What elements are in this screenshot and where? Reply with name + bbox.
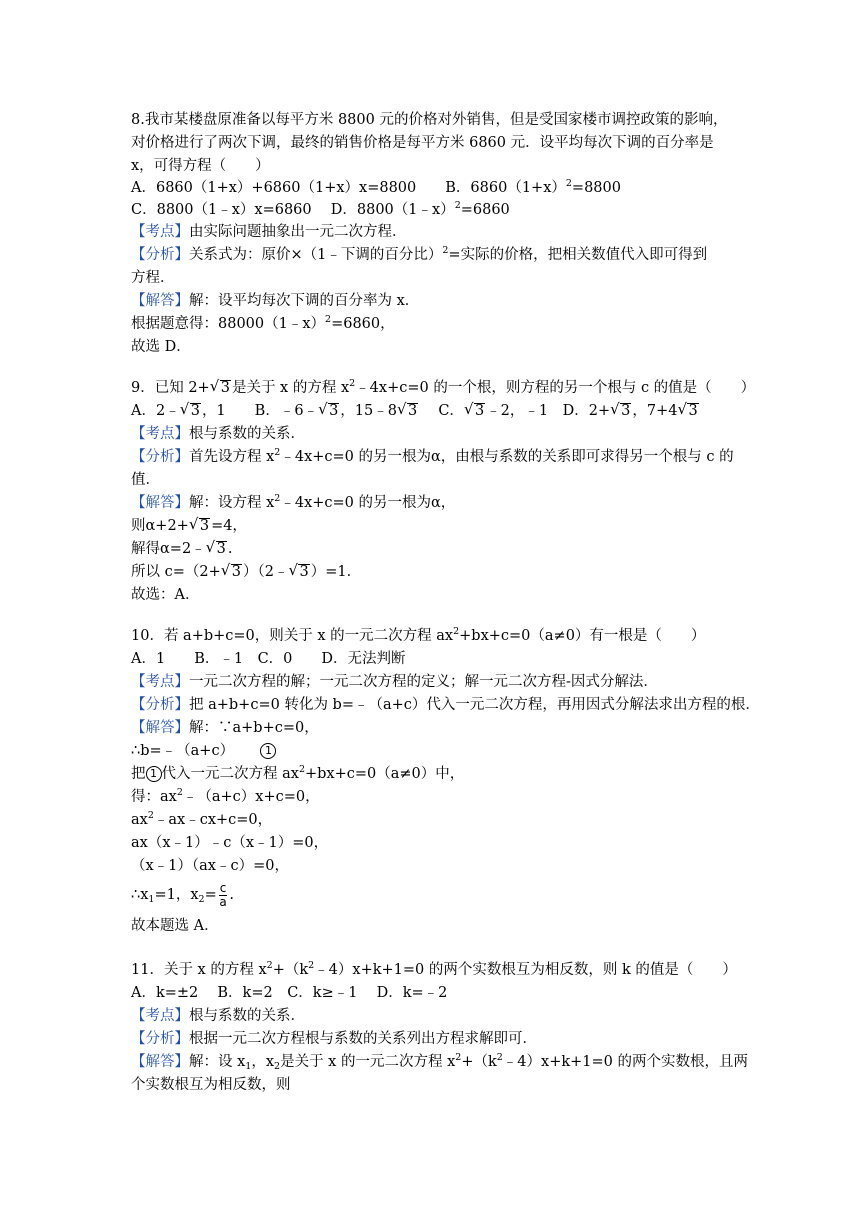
- q10-jieda-line2: ∴b=﹣（a+c） 1: [131, 741, 276, 761]
- q8-stem-line2: [131, 133, 714, 153]
- option-a: A．6860（1+x）+6860（1+x）x=8800: [131, 180, 417, 196]
- q10-jieda-line3: 把 1 代入一元二次方程 $ax^2+bx+c=0(a\ne 0)$中，: [131, 764, 465, 782]
- option-a: A．2﹣√ 3 ，1: [131, 403, 226, 419]
- q8-stem-line1: [131, 110, 727, 130]
- option-d: D．8800（1﹣x）$^2$=6860: [330, 200, 510, 218]
- q10-jieda-line6: ax（x﹣1）﹣c（x﹣1）=0，: [131, 835, 329, 851]
- option-d: D．2+√ 3 ，7+4√ 3: [563, 403, 700, 419]
- q9-jieda-line3: 解得α=2﹣√ 3 .: [131, 539, 233, 559]
- q9-options: [131, 401, 700, 421]
- q10-jieda-line4: 得：$ax^2﹣(a+c)x+c=0$，: [131, 787, 320, 805]
- circled-number-1: 1: [260, 743, 276, 759]
- q8-fenxi-line2: 方程．: [131, 270, 175, 286]
- sqrt3: √ 3: [211, 378, 231, 398]
- q9-fenxi-line1: 【分析】首先设方程 $x^2﹣4x+c=0$ 的另一根为α，由根与系数的关系即可求得另一个根与 c 的: [131, 447, 734, 465]
- fraction-c-over-a: $\frac{c}{a}$: [219, 880, 227, 909]
- q10-jieda-line7: （x﹣1）（ax﹣c）=0，: [131, 858, 289, 874]
- q11-options: A．k=±2 B．k=2 C．k≥﹣1 D．k=﹣2: [131, 985, 448, 1001]
- q11-fenxi: 【分析】根据一元二次方程根与系数的关系列出方程求解即可．: [131, 1031, 537, 1047]
- q11-jieda-line2: 个实数根互为相反数，则: [131, 1077, 291, 1093]
- option-b: B．﹣6﹣√ 3 ，15﹣8√ 3: [255, 403, 420, 419]
- option-c: C．√ 3 ﹣2，﹣1: [438, 403, 548, 419]
- text: 8.我市某楼盘原准备以每平方米 8800 元的价格对外销售，但是受国家楼市调控政策的影响，: [131, 112, 728, 128]
- option-b: B．$6860(1+x)^2=8800$: [445, 178, 621, 196]
- option-c: C．8800（1﹣x）x=6860: [131, 202, 312, 218]
- q8-fenxi-line1: 【分析】关系式为：原价×（1﹣下调的百分比）$^2$=实际的价格，把相关数值代入即可得到: [131, 245, 708, 263]
- fenxi-tag: 【分析】: [131, 247, 189, 263]
- q9-fenxi-line2: 值．: [131, 472, 160, 488]
- q10-options: A．1 B．﹣1 C．0 D．无法判断: [131, 651, 406, 667]
- circled-number-1: 1: [146, 766, 162, 782]
- q9-jieda-line4: 所以 c=（2+√ 3 ）（2﹣√ 3 ）=1．: [131, 562, 361, 582]
- q11-kaodian: 【考点】根与系数的关系．: [131, 1008, 305, 1024]
- q8-jieda-line3: 故选 D．: [131, 339, 191, 355]
- jieda-tag: 【解答】: [131, 293, 189, 309]
- q8-kaodian: 【考点】由实际问题抽象出一元二次方程．: [131, 224, 407, 240]
- q8-jieda-line2: 根据题意得：88000（1﹣x）$^2$=6860，: [131, 314, 395, 332]
- q10-jieda-line8: $\therefore x_1=1$，$x_2=$ $\frac{c}{a}$ .: [131, 880, 234, 909]
- q9-kaodian: 【考点】根与系数的关系．: [131, 426, 305, 442]
- q10-fenxi: 【分析】把 a+b+c=0 转化为 b=﹣（a+c）代入一元二次方程，再用因式分解法求出方程的根．: [131, 697, 760, 713]
- q9-jieda-line2: 则α+2+√ 3 =4，: [131, 516, 247, 536]
- q9-stem: 9．已知 2+√ 3 是关于 x 的方程 $x^2﹣4x+c=0$ 的一个根，则方程的另一个根与 c 的值是（ ）: [131, 378, 755, 398]
- text: x，可得方程（ ）: [131, 158, 270, 174]
- q9-jieda-line5: 故选：A．: [131, 587, 200, 603]
- q8-options-cd: [131, 200, 510, 220]
- kaodian-tag: 【考点】: [131, 224, 189, 240]
- q8-options-ab: [131, 178, 621, 198]
- q8-jieda-line1: 【解答】解：设平均每次下调的百分率为 x．: [131, 293, 420, 309]
- q10-kaodian: 【考点】一元二次方程的解；一元二次方程的定义；解一元二次方程-因式分解法．: [131, 674, 658, 690]
- q10-stem: 10．若 a+b+c=0，则关于 x 的一元二次方程 $ax^2+bx+c=0(a\ne 0)$有一根是（ ）: [131, 626, 706, 644]
- text: 对价格进行了两次下调，最终的销售价格是每平方米 6860 元．设平均每次下调的百分率是: [131, 135, 714, 151]
- q10-jieda-line9: 故本题选 A．: [131, 918, 219, 934]
- q11-stem: 11．关于 x 的方程 $x^2+(k^2﹣4)x+k+1=0$ 的两个实数根互为相反数，则 k 的值是（ ）: [131, 960, 737, 978]
- q11-jieda-line1: 【解答】解：设 $x_1$，$x_2$是关于 x 的一元二次方程 $x^2+(k^2﹣4)x+k+1=0$ 的两个实数根，且两: [131, 1052, 748, 1072]
- q10-jieda-line5: $ax^2﹣ax﹣cx+c=0$，: [131, 810, 273, 828]
- q10-jieda-line1: 【解答】解：∵a+b+c=0，: [131, 720, 319, 736]
- q8-stem-line3: [131, 156, 270, 176]
- q9-jieda-line1: 【解答】解：设方程 $x^2﹣4x+c=0$ 的另一根为α，: [131, 493, 456, 511]
